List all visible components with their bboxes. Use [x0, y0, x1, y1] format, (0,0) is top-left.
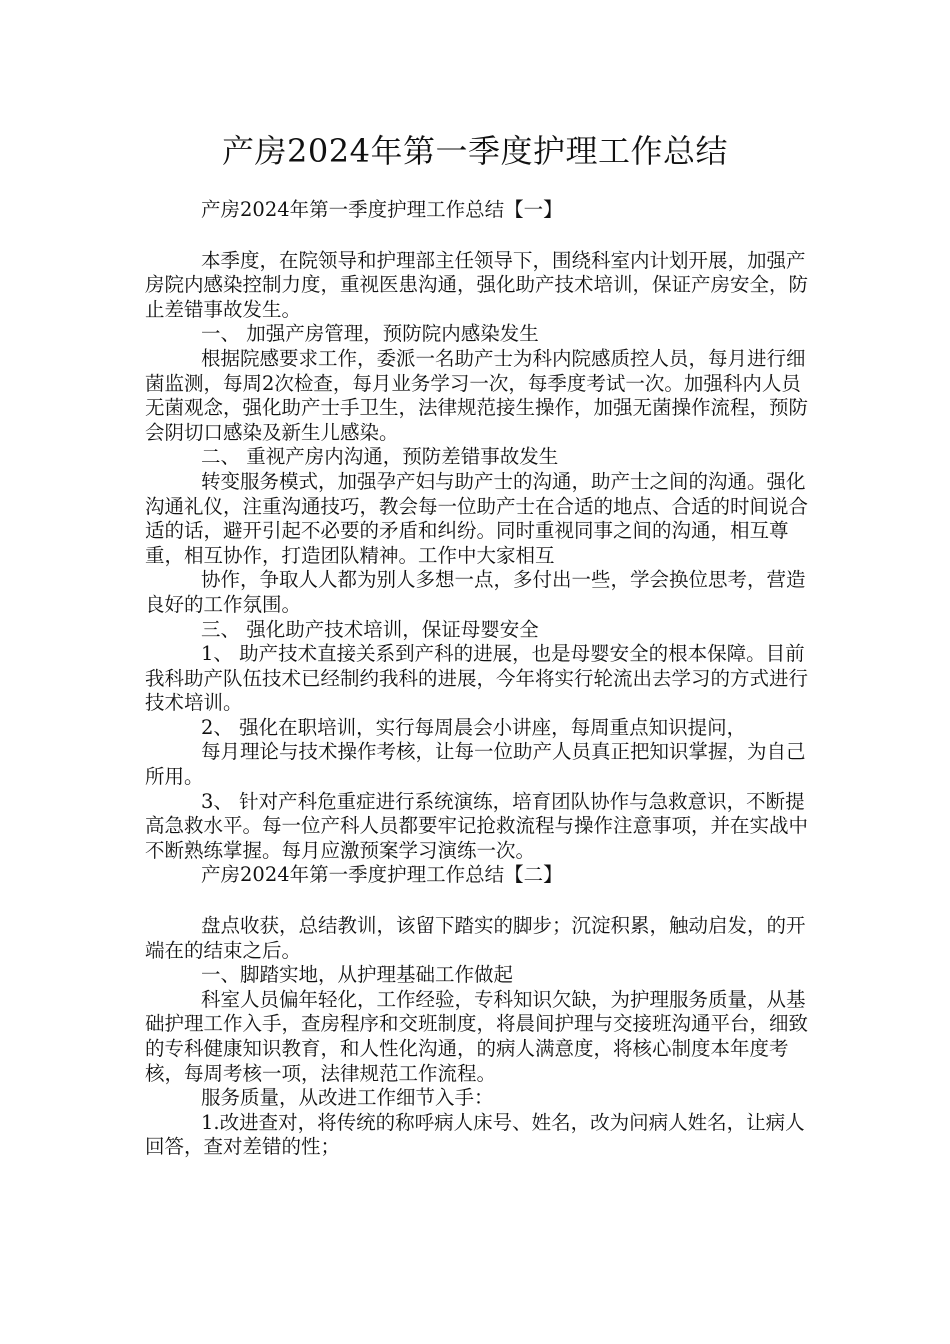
paragraph: 盘点收获，总结教训，该留下踏实的脚步；沉淀积累，触动启发，的开端在的结束之后。: [145, 914, 806, 962]
subheading: 二、 重视产房内沟通，预防差错事故发生: [201, 445, 559, 469]
paragraph: 2、 强化在职培训，实行每周晨会小讲座，每周重点知识提问，: [201, 715, 747, 739]
document-body: [145, 198, 817, 1160]
subheading: 一、脚踏实地，从护理基础工作做起: [201, 963, 514, 987]
subheading: 一、 加强产房管理，预防院内感染发生: [201, 322, 539, 346]
subheading: 三、 强化助产技术培训，保证母婴安全: [201, 617, 539, 641]
paragraph: 服务质量，从改进工作细节入手：: [201, 1086, 494, 1110]
section-heading-one: 产房2024年第一季度护理工作总结【一】: [201, 198, 563, 221]
paragraph: 协作，争取人人都为别人多想一点，多付出一些，学会换位思考，营造良好的工作氛围。: [145, 568, 806, 616]
paragraph: 3、 针对产科危重症进行系统演练，培育团队协作与急救意识，不断提高急救水平。每一位产科人员都要牢记抢救流程与操作注意事项，并在实战中不断熟练掌握。每月应激预案学习演练一次。: [145, 789, 809, 862]
section-heading-two: 产房2024年第一季度护理工作总结【二】: [201, 863, 563, 887]
document-title: 产房2024年第一季度护理工作总结: [222, 132, 728, 170]
paragraph: 1.改进查对，将传统的称呼病人床号、姓名，改为问病人姓名，让病人回答，查对差错的性；: [145, 1110, 805, 1159]
paragraph: 转变服务模式，加强孕产妇与助产士的沟通，助产士之间的沟通。强化沟通礼仪，注重沟通技巧，教会每一位助产士在合适的地点、合适的时间说合适的话，避开引起不必要的矛盾和纠纷。同时重视同事之间的沟通，相互尊重，相互协作，打造团队精神。工作中大家相互: [145, 469, 809, 567]
paragraph: 科室人员偏年轻化，工作经验，专科知识欠缺，为护理服务质量，从基础护理工作入手，查房程序和交班制度，将晨间护理与交接班沟通平台，细致的专科健康知识教育，和人性化沟通，的病人满意度，将核心制度本年度考核，每周考核一项，法律规范工作流程。: [145, 987, 809, 1085]
paragraph: 1、 助产技术直接关系到产科的进展，也是母婴安全的根本保障。目前我科助产队伍技术已经制约我科的进展，今年将实行轮流出去学习的方式进行技术培训。: [145, 642, 809, 715]
paragraph: 每月理论与技术操作考核，让每一位助产人员真正把知识掌握，为自己所用。: [145, 740, 806, 789]
paragraph: 根据院感要求工作，委派一名助产士为科内院感质控人员，每月进行细菌监测，每周2次检查，每月业务学习一次，每季度考试一次。加强科内人员无菌观念，强化助产士手卫生，法律规范接生操作，加强无菌操作流程，预防会阴切口感染及新生儿感染。: [145, 346, 809, 444]
paragraph: 本季度，在院领导和护理部主任领导下，围绕科室内计划开展，加强产房院内感染控制力度，重视医患沟通，强化助产技术培训，保证产房安全，防止差错事故发生。: [145, 248, 809, 321]
